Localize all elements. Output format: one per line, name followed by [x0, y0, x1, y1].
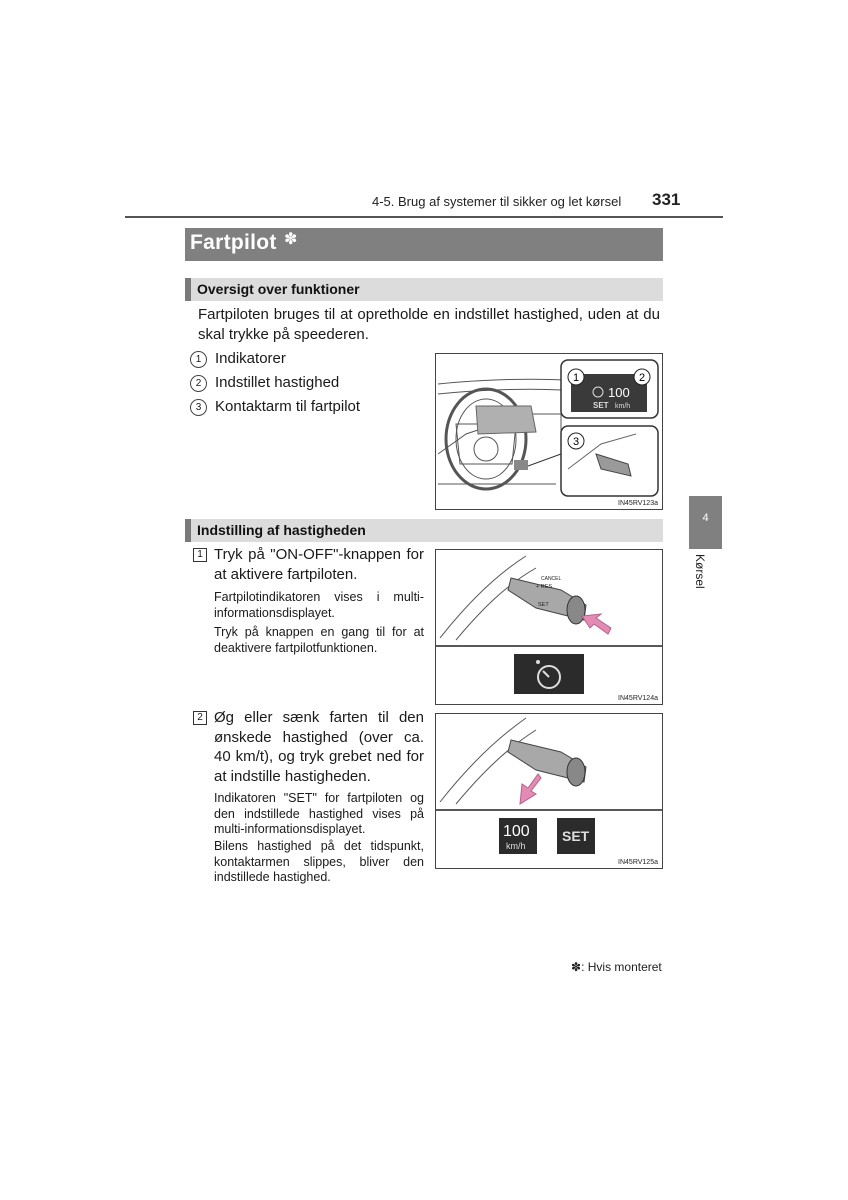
title-footnote-marker: ✽ [284, 231, 298, 248]
page-title-bar [185, 228, 663, 261]
lever-label-set: SET [538, 602, 549, 608]
legend-item [190, 349, 286, 369]
legend-item [190, 397, 360, 417]
step-note: Bilens hastighed på det tidspunkt, kontaktarmen slippes, bliver den indstillede hastighed. [214, 839, 424, 884]
set-display-unit: km/h [506, 841, 526, 851]
lever-illustration [436, 714, 662, 868]
step-text: Tryk på "ON-OFF"-knappen for at aktivere fartpiloten. [214, 546, 424, 583]
section-heading: Oversigt over funktioner [197, 281, 360, 297]
dashboard-figure [435, 353, 663, 510]
lever-on-off-figure [435, 549, 663, 705]
callout-number: 3 [190, 399, 207, 416]
page-number: 331 [652, 190, 681, 209]
running-header: 4-5. Brug af systemer til sikker og let kørsel [372, 194, 622, 209]
step-number: 1 [193, 548, 207, 562]
step-text: Øg eller sænk farten til den ønskede hastighed (over ca. 40 km/t), og tryk grebet ned for at indstille hastigheden. [214, 709, 424, 785]
step-number: 2 [193, 711, 207, 725]
display-set: SET [593, 401, 609, 410]
figure-code: IN45RV123a [618, 500, 658, 507]
legend-label: Indstillet hastighed [215, 374, 340, 391]
section-heading-bar [185, 278, 663, 301]
chapter-number: 4 [702, 512, 709, 524]
footnote-marker: ✽ [571, 960, 582, 974]
section-heading: Indstilling af hastigheden [197, 522, 366, 538]
legend-label: Indikatorer [215, 350, 286, 367]
callout-1: 1 [573, 372, 580, 384]
lever-label-cancel: CANCEL [541, 576, 562, 582]
legend-item [190, 373, 339, 393]
step-note: Tryk på knappen en gang til for at deaktivere fartpilotfunktionen. [214, 625, 424, 655]
callout-2: 2 [639, 372, 646, 384]
section-heading-bar [185, 519, 663, 542]
footnote-text: : Hvis monteret [581, 960, 662, 974]
page-title: Fartpilot [190, 231, 277, 254]
intro-paragraph: Fartpiloten bruges til at opretholde en indstillet hastighed, uden at du skal trykke på speederen. [198, 306, 660, 343]
step-note: Fartpilotindikatoren vises i multi-informationsdisplayet. [214, 590, 424, 620]
figure-code: IN45RV124a [618, 695, 658, 702]
dashboard-illustration [436, 354, 662, 509]
lever-label-res: + RES [536, 584, 553, 590]
set-indicator: SET [562, 828, 590, 844]
display-unit: km/h [615, 403, 631, 410]
header-rule [125, 216, 723, 218]
legend-label: Kontaktarm til fartpilot [215, 398, 361, 415]
chapter-label: Kørsel [693, 554, 707, 589]
step-note: Indikatoren "SET" for fartpiloten og den indstillede hastighed vises på multi-informationsdisplayet. [214, 791, 424, 836]
lever-illustration [436, 550, 662, 704]
callout-number: 1 [190, 351, 207, 368]
display-speed: 100 [608, 385, 630, 400]
figure-code: IN45RV125a [618, 859, 658, 866]
set-display-speed: 100 [503, 823, 530, 840]
chapter-tab [689, 496, 722, 549]
callout-3: 3 [573, 436, 580, 448]
callout-number: 2 [190, 375, 207, 392]
footnote [571, 960, 662, 974]
lever-set-figure [435, 713, 663, 869]
